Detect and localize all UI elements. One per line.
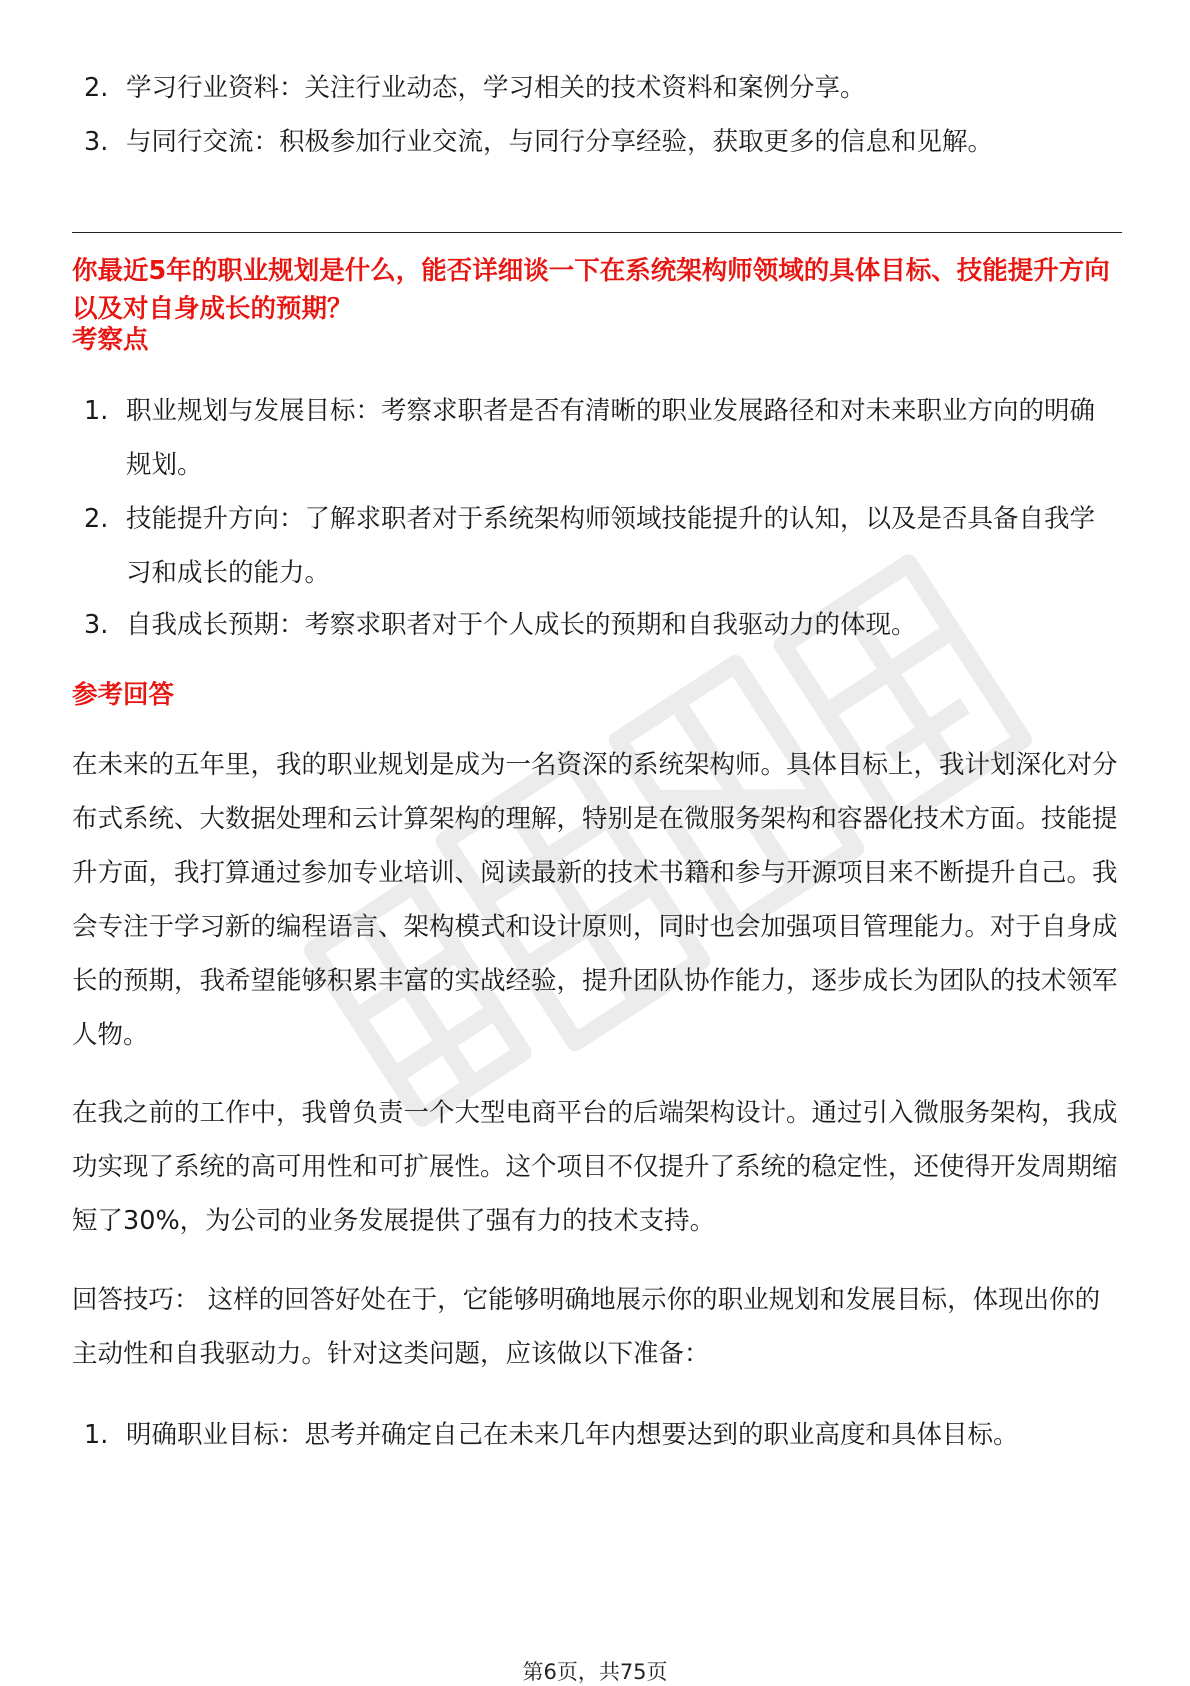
list-text: 明确职业目标：思考并确定自己在未来几年内想要达到的职业高度和具体目标。 <box>126 1420 1019 1450</box>
list-item <box>84 492 1114 600</box>
list-number: 1. <box>84 1420 109 1450</box>
page-footer: 第6页，共75页 <box>522 1660 668 1684</box>
tips-paragraph: 回答技巧： 这样的回答好处在于，它能够明确地展示你的职业规划和发展目标，体现出你的主动性和自我驱动力。针对这类问题，应该做以下准备： <box>72 1285 1101 1369</box>
answer-paragraph: 在未来的五年里，我的职业规划是成为一名资深的系统架构师。具体目标上，我计划深化对分布式系统、大数据处理和云计算架构的理解，特别是在微服务架构和容器化技术方面。技能提升方面，我打算通过参加专业培训、阅读最新的技术书籍和参与开源项目来不断提升自己。我会专注于学习新的编程语言、架构模式和设计原则，同时也会加强项目管理能力。对于自身成长的预期，我希望能够积累丰富的实战经验，提升团队协作能力，逐步成长为团队的技术领军人物。 <box>72 750 1118 1050</box>
question-title: 你最近5年的职业规划是什么，能否详细谈一下在系统架构师领域的具体目标、技能提升方向以及对自身成长的预期？ <box>72 256 1110 324</box>
list-text: 学习行业资料：关注行业动态，学习相关的技术资料和案例分享。 <box>126 73 866 103</box>
list-number: 1. <box>84 396 109 426</box>
answer-paragraph: 在我之前的工作中，我曾负责一个大型电商平台的后端架构设计。通过引入微服务架构，我成功实现了系统的高可用性和可扩展性。这个项目不仅提升了系统的稳定性，还使得开发周期缩短了30%，为公司的业务发展提供了强有力的技术支持。 <box>72 1098 1118 1236</box>
list-number: 3. <box>84 127 109 157</box>
heading-answer: 参考回答 <box>72 680 175 710</box>
list-item <box>84 598 1114 652</box>
list-text: 与同行交流：积极参加行业交流，与同行分享经验，获取更多的信息和见解。 <box>126 127 994 157</box>
list-item <box>84 384 1114 492</box>
list-item <box>84 61 1114 115</box>
list-text: 自我成长预期：考察求职者对于个人成长的预期和自我驱动力的体现。 <box>126 610 917 640</box>
list-text: 职业规划与发展目标：考察求职者是否有清晰的职业发展路径和对未来职业方向的明确规划。 <box>126 396 1096 480</box>
heading-points: 考察点 <box>72 325 149 355</box>
list-number: 2. <box>84 73 109 103</box>
list-number: 2. <box>84 504 109 534</box>
list-item <box>84 115 1114 169</box>
list-text: 技能提升方向：了解求职者对于系统架构师领域技能提升的认知，以及是否具备自我学习和成长的能力。 <box>126 504 1096 588</box>
list-item <box>84 1408 1114 1462</box>
section-divider <box>72 232 1122 233</box>
list-number: 3. <box>84 610 109 640</box>
